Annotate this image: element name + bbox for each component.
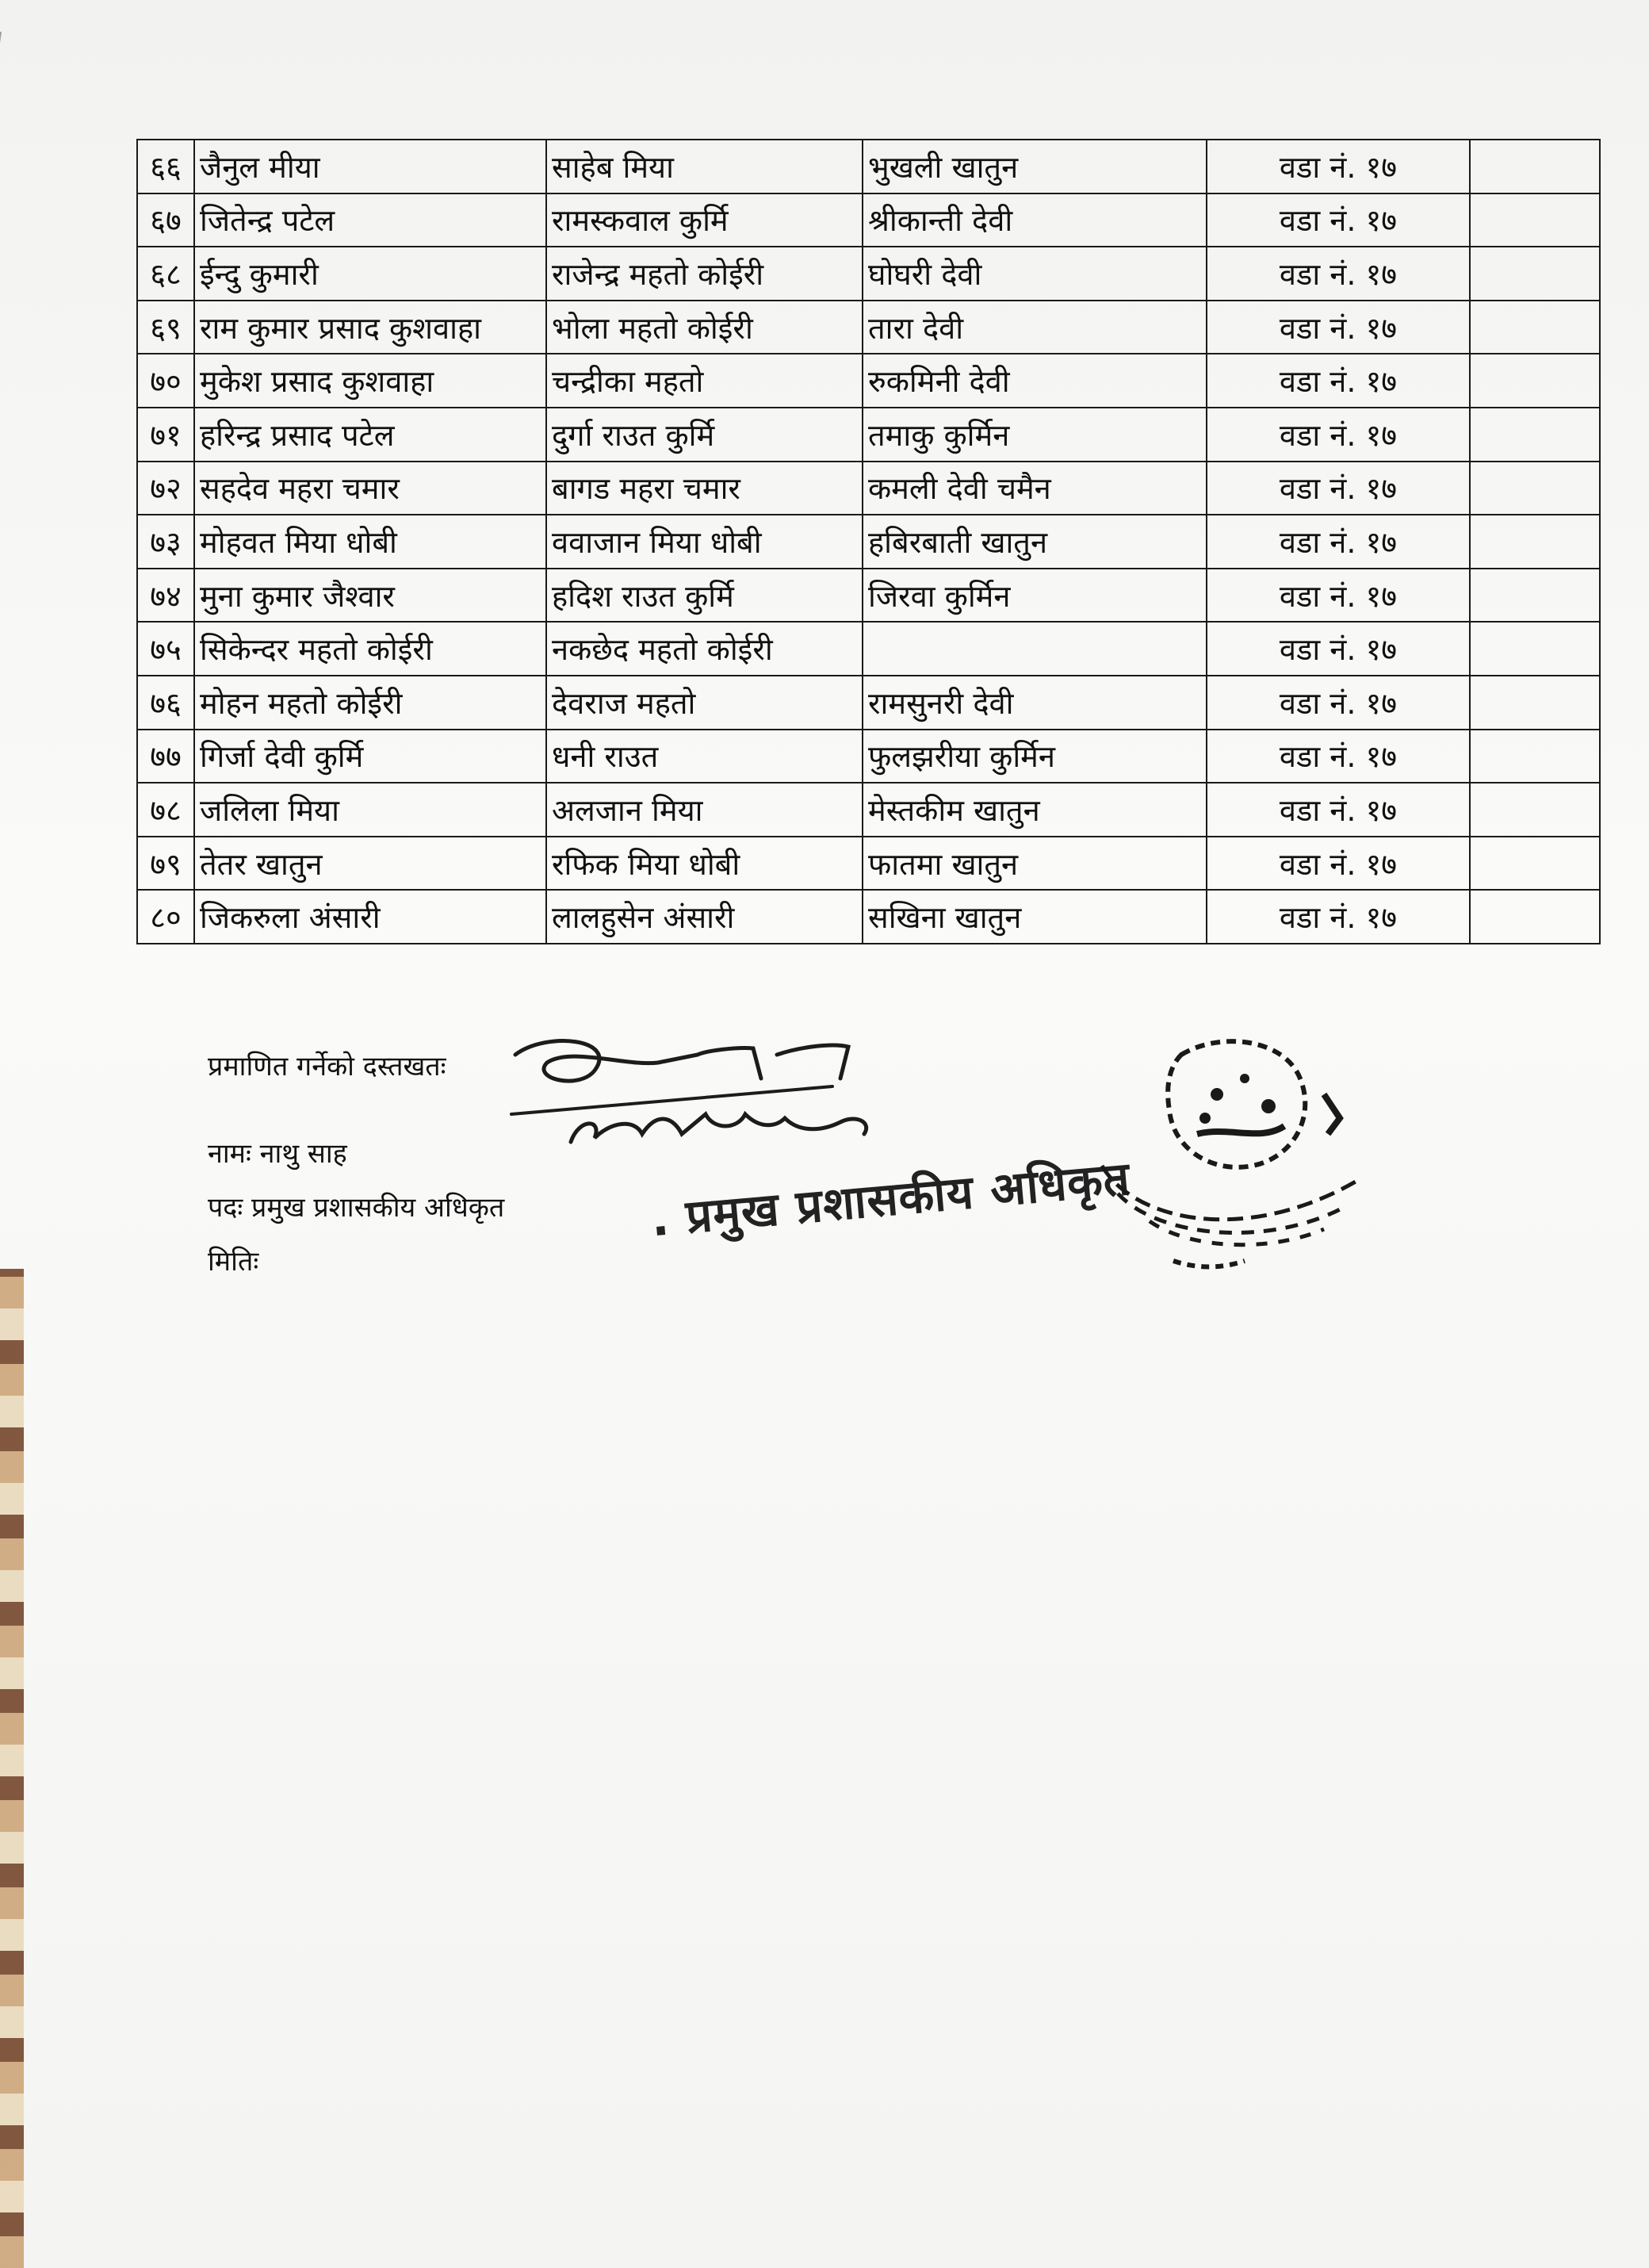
mother-name-cell: कमली देवी चमैन bbox=[863, 462, 1207, 515]
mother-name-cell: हबिरबाती खातुन bbox=[863, 515, 1207, 569]
person-name-cell: मुकेश प्रसाद कुशवाहा bbox=[194, 354, 546, 408]
mother-name-cell: भुखली खातुन bbox=[863, 140, 1207, 193]
table-row bbox=[137, 193, 1600, 247]
mother-name-cell: सखिना खातुन bbox=[863, 890, 1207, 944]
table-row bbox=[137, 462, 1600, 515]
father-name-cell: लालहुसेन अंसारी bbox=[546, 890, 863, 944]
handwritten-signature bbox=[499, 1023, 912, 1158]
remarks-cell bbox=[1470, 890, 1600, 944]
remarks-cell bbox=[1470, 247, 1600, 301]
serial-number-cell: ६८ bbox=[137, 247, 194, 301]
father-name-cell: देवराज महतो bbox=[546, 676, 863, 730]
ward-number-cell: वडा नं. १७ bbox=[1207, 890, 1470, 944]
father-name-cell: राजेन्द्र महतो कोईरी bbox=[546, 247, 863, 301]
father-name-cell: भोला महतो कोईरी bbox=[546, 301, 863, 354]
person-name-cell: जितेन्द्र पटेल bbox=[194, 193, 546, 247]
serial-number-cell: ७४ bbox=[137, 569, 194, 623]
table-row bbox=[137, 140, 1600, 193]
person-name-cell: हरिन्द्र प्रसाद पटेल bbox=[194, 408, 546, 462]
official-stamp-text: . प्रमुख प्रशासकीय अधिकृत bbox=[649, 1151, 1133, 1247]
person-name-cell: राम कुमार प्रसाद कुशवाहा bbox=[194, 301, 546, 354]
table-row bbox=[137, 676, 1600, 730]
background-fabric-edge bbox=[0, 1269, 24, 2268]
person-name-cell: गिर्जा देवी कुर्मि bbox=[194, 730, 546, 783]
remarks-cell bbox=[1470, 569, 1600, 623]
person-name-cell: ईन्दु कुमारी bbox=[194, 247, 546, 301]
table-body bbox=[137, 140, 1600, 944]
remarks-cell bbox=[1470, 622, 1600, 676]
signature-label: प्रमाणित गर्नेको दस्तखतः bbox=[208, 1051, 446, 1082]
serial-number-cell: ७१ bbox=[137, 408, 194, 462]
remarks-cell bbox=[1470, 301, 1600, 354]
mother-name-cell: तारा देवी bbox=[863, 301, 1207, 354]
ward-number-cell: वडा नं. १७ bbox=[1207, 462, 1470, 515]
serial-number-cell: ७२ bbox=[137, 462, 194, 515]
serial-number-cell: ७३ bbox=[137, 515, 194, 569]
serial-number-cell: ६६ bbox=[137, 140, 194, 193]
person-name-cell: मोहन महतो कोईरी bbox=[194, 676, 546, 730]
serial-number-cell: ७० bbox=[137, 354, 194, 408]
municipality-seal bbox=[1086, 1023, 1387, 1308]
ward-number-cell: वडा नं. १७ bbox=[1207, 193, 1470, 247]
ward-number-cell: वडा नं. १७ bbox=[1207, 676, 1470, 730]
mother-name-cell: रामसुनरी देवी bbox=[863, 676, 1207, 730]
table-row bbox=[137, 622, 1600, 676]
father-name-cell: हदिश राउत कुर्मि bbox=[546, 569, 863, 623]
person-name-cell: सहदेव महरा चमार bbox=[194, 462, 546, 515]
ward-number-cell: वडा नं. १७ bbox=[1207, 515, 1470, 569]
ward-number-cell: वडा नं. १७ bbox=[1207, 140, 1470, 193]
father-name-cell: नकछेद महतो कोईरी bbox=[546, 622, 863, 676]
person-name-cell: तेतर खातुन bbox=[194, 837, 546, 891]
father-name-cell: रामस्कवाल कुर्मि bbox=[546, 193, 863, 247]
mother-name-cell: घोघरी देवी bbox=[863, 247, 1207, 301]
remarks-cell bbox=[1470, 783, 1600, 837]
ward-number-cell: वडा नं. १७ bbox=[1207, 354, 1470, 408]
table-row bbox=[137, 569, 1600, 623]
remarks-cell bbox=[1470, 408, 1600, 462]
serial-number-cell: ६९ bbox=[137, 301, 194, 354]
paper-fold-line bbox=[0, 32, 2, 315]
mother-name-cell: फातमा खातुन bbox=[863, 837, 1207, 891]
serial-number-cell: ७६ bbox=[137, 676, 194, 730]
mother-name-cell bbox=[863, 622, 1207, 676]
ward-number-cell: वडा नं. १७ bbox=[1207, 622, 1470, 676]
father-name-cell: ववाजान मिया धोबी bbox=[546, 515, 863, 569]
person-name-cell: जलिला मिया bbox=[194, 783, 546, 837]
person-name-cell: जिकरुला अंसारी bbox=[194, 890, 546, 944]
father-name-cell: धनी राउत bbox=[546, 730, 863, 783]
ward-number-cell: वडा नं. १७ bbox=[1207, 730, 1470, 783]
signer-name: नामः नाथु साह bbox=[208, 1138, 347, 1170]
remarks-cell bbox=[1470, 354, 1600, 408]
mother-name-cell: रुकमिनी देवी bbox=[863, 354, 1207, 408]
date-label: मितिः bbox=[208, 1246, 259, 1278]
father-name-cell: दुर्गा राउत कुर्मि bbox=[546, 408, 863, 462]
person-name-cell: जैनुल मीया bbox=[194, 140, 546, 193]
remarks-cell bbox=[1470, 730, 1600, 783]
ward-number-cell: वडा नं. १७ bbox=[1207, 301, 1470, 354]
father-name-cell: रफिक मिया धोबी bbox=[546, 837, 863, 891]
remarks-cell bbox=[1470, 676, 1600, 730]
person-name-cell: मोहवत मिया धोबी bbox=[194, 515, 546, 569]
table-row bbox=[137, 354, 1600, 408]
table-row bbox=[137, 783, 1600, 837]
signer-post: पदः प्रमुख प्रशासकीय अधिकृत bbox=[208, 1192, 505, 1224]
person-name-cell: मुना कुमार जैश्वार bbox=[194, 569, 546, 623]
ward-number-cell: वडा नं. १७ bbox=[1207, 837, 1470, 891]
remarks-cell bbox=[1470, 462, 1600, 515]
ward-number-cell: वडा नं. १७ bbox=[1207, 783, 1470, 837]
mother-name-cell: जिरवा कुर्मिन bbox=[863, 569, 1207, 623]
table-row bbox=[137, 247, 1600, 301]
father-name-cell: अलजान मिया bbox=[546, 783, 863, 837]
table-row bbox=[137, 837, 1600, 891]
remarks-cell bbox=[1470, 193, 1600, 247]
ward-number-cell: वडा नं. १७ bbox=[1207, 247, 1470, 301]
ward-number-cell: वडा नं. १७ bbox=[1207, 408, 1470, 462]
beneficiary-table bbox=[136, 139, 1601, 944]
remarks-cell bbox=[1470, 140, 1600, 193]
serial-number-cell: ८० bbox=[137, 890, 194, 944]
mother-name-cell: मेस्तकीम खातुन bbox=[863, 783, 1207, 837]
table-row bbox=[137, 301, 1600, 354]
table-row bbox=[137, 515, 1600, 569]
father-name-cell: बागड महरा चमार bbox=[546, 462, 863, 515]
ward-number-cell: वडा नं. १७ bbox=[1207, 569, 1470, 623]
table-row bbox=[137, 730, 1600, 783]
serial-number-cell: ७८ bbox=[137, 783, 194, 837]
remarks-cell bbox=[1470, 837, 1600, 891]
table-row bbox=[137, 890, 1600, 944]
father-name-cell: साहेब मिया bbox=[546, 140, 863, 193]
remarks-cell bbox=[1470, 515, 1600, 569]
serial-number-cell: ७७ bbox=[137, 730, 194, 783]
serial-number-cell: ६७ bbox=[137, 193, 194, 247]
serial-number-cell: ७५ bbox=[137, 622, 194, 676]
father-name-cell: चन्द्रीका महतो bbox=[546, 354, 863, 408]
mother-name-cell: तमाकु कुर्मिन bbox=[863, 408, 1207, 462]
serial-number-cell: ७९ bbox=[137, 837, 194, 891]
mother-name-cell: फुलझरीया कुर्मिन bbox=[863, 730, 1207, 783]
table-row bbox=[137, 408, 1600, 462]
mother-name-cell: श्रीकान्ती देवी bbox=[863, 193, 1207, 247]
person-name-cell: सिकेन्दर महतो कोईरी bbox=[194, 622, 546, 676]
